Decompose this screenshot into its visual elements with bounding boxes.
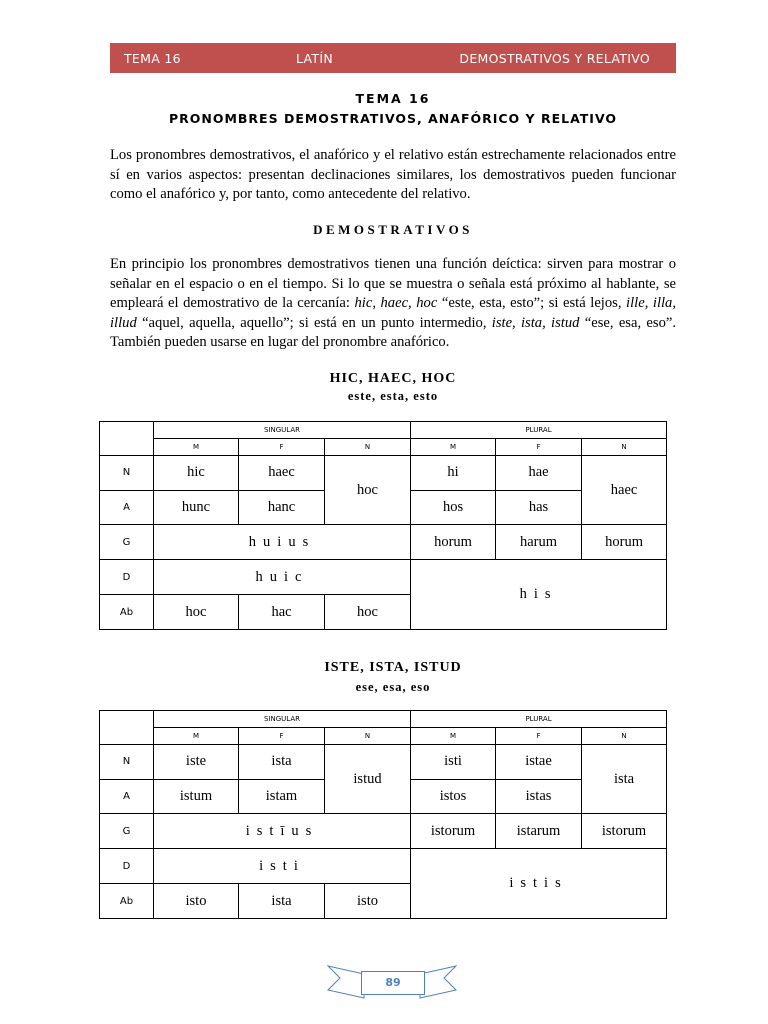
form-cell: istam bbox=[239, 779, 325, 814]
form-cell: has bbox=[496, 490, 582, 525]
table2-title: ISTE, ISTA, ISTUD bbox=[324, 660, 462, 675]
table1-title: HIC, HAEC, HOC bbox=[329, 371, 457, 386]
gender-header: M bbox=[411, 728, 496, 745]
form-cell: hanc bbox=[239, 490, 325, 525]
form-cell: istarum bbox=[496, 814, 582, 849]
gender-header: N bbox=[325, 728, 411, 745]
header-chapter: DEMOSTRATIVOS Y RELATIVO bbox=[459, 51, 650, 66]
form-cell: horum bbox=[411, 525, 496, 560]
form-cell: hoc bbox=[325, 456, 411, 525]
form-cell: hos bbox=[411, 490, 496, 525]
form-cell: istos bbox=[411, 779, 496, 814]
table1-subtitle: este, esta, esto bbox=[347, 389, 439, 403]
case-label: N bbox=[100, 456, 154, 491]
para-text: “aquel, aquella, aquello”; si está en un punto intermedio, bbox=[136, 314, 492, 331]
form-cell: ista bbox=[582, 745, 667, 814]
singular-header: SINGULAR bbox=[154, 422, 411, 439]
gender-header: N bbox=[582, 728, 667, 745]
corner-cell bbox=[100, 711, 154, 745]
form-cell: isti bbox=[411, 745, 496, 780]
chapter-title: PRONOMBRES DEMOSTRATIVOS, ANAFÓRICO Y RELATIVO bbox=[168, 111, 618, 126]
form-cell: istae bbox=[496, 745, 582, 780]
form-cell: istis bbox=[411, 849, 667, 919]
form-cell: horum bbox=[582, 525, 667, 560]
para-latin: hic, haec, hoc bbox=[354, 295, 438, 311]
section-heading: DEMOSTRATIVOS bbox=[313, 222, 473, 237]
form-cell: his bbox=[411, 560, 667, 630]
form-cell: isto bbox=[154, 884, 239, 919]
header-subject: LATÍN bbox=[296, 51, 334, 66]
case-label: A bbox=[100, 490, 154, 525]
table2-subtitle: ese, esa, eso bbox=[355, 680, 431, 694]
form-cell: istīus bbox=[154, 814, 411, 849]
demonstratives-paragraph bbox=[110, 255, 676, 353]
singular-header: SINGULAR bbox=[154, 711, 411, 728]
form-cell: hoc bbox=[325, 595, 411, 630]
form-cell: haec bbox=[239, 456, 325, 491]
form-cell: huius bbox=[154, 525, 411, 560]
gender-header: M bbox=[154, 439, 239, 456]
gender-header: F bbox=[239, 728, 325, 745]
declension-table-hic bbox=[99, 421, 667, 630]
gender-header: M bbox=[411, 439, 496, 456]
para-text: “este, esta, esto”; si está lejos, bbox=[437, 295, 627, 311]
form-cell: huic bbox=[154, 560, 411, 595]
form-cell: istum bbox=[154, 779, 239, 814]
form-cell: hae bbox=[496, 456, 582, 491]
form-cell: hi bbox=[411, 456, 496, 491]
gender-header: M bbox=[154, 728, 239, 745]
header-topic: TEMA 16 bbox=[124, 51, 181, 66]
case-label: A bbox=[100, 779, 154, 814]
plural-header: PLURAL bbox=[411, 422, 667, 439]
form-cell: harum bbox=[496, 525, 582, 560]
page-number: 89 bbox=[361, 971, 425, 995]
header-bar bbox=[110, 43, 676, 73]
chapter-number: TEMA 16 bbox=[355, 91, 431, 106]
para-latin: iste, ista, istud bbox=[491, 314, 580, 331]
form-cell: ista bbox=[239, 884, 325, 919]
form-cell: istud bbox=[325, 745, 411, 814]
para-text: “ese, esa, eso”. También pueden usarse en lugar del pronombre anafórico. bbox=[110, 314, 676, 350]
form-cell: haec bbox=[582, 456, 667, 525]
case-label: G bbox=[100, 525, 154, 560]
form-cell: isti bbox=[154, 849, 411, 884]
para-latin: ille, illa, illud bbox=[110, 295, 676, 331]
intro-paragraph: Los pronombres demostrativos, el anafórico y el relativo están estrechamente relacionados entre sí en varios aspectos: presentan declinaciones similares, los demostrativos pueden funcionar como el anafórico y, por tanto, como antecedente del relativo. bbox=[110, 147, 676, 202]
gender-header: N bbox=[325, 439, 411, 456]
form-cell: isto bbox=[325, 884, 411, 919]
form-cell: ista bbox=[239, 745, 325, 780]
plural-header: PLURAL bbox=[411, 711, 667, 728]
case-label: Ab bbox=[100, 884, 154, 919]
gender-header: F bbox=[239, 439, 325, 456]
corner-cell bbox=[100, 422, 154, 456]
gender-header: F bbox=[496, 728, 582, 745]
case-label: G bbox=[100, 814, 154, 849]
form-cell: istorum bbox=[411, 814, 496, 849]
case-label: D bbox=[100, 560, 154, 595]
page-number-ribbon bbox=[326, 962, 458, 1006]
form-cell: hoc bbox=[154, 595, 239, 630]
case-label: Ab bbox=[100, 595, 154, 630]
form-cell: istorum bbox=[582, 814, 667, 849]
declension-table-iste bbox=[99, 710, 667, 919]
form-cell: istas bbox=[496, 779, 582, 814]
form-cell: hunc bbox=[154, 490, 239, 525]
form-cell: iste bbox=[154, 745, 239, 780]
form-cell: hic bbox=[154, 456, 239, 491]
form-cell: hac bbox=[239, 595, 325, 630]
case-label: D bbox=[100, 849, 154, 884]
gender-header: N bbox=[582, 439, 667, 456]
case-label: N bbox=[100, 745, 154, 780]
gender-header: F bbox=[496, 439, 582, 456]
para-text: En principio los pronombres demostrativos tienen una función deíctica: sirven para mostrar o señalar en el espacio o en el tiempo. Si lo que se muestra o señala está próximo al hablante, se empleará el demostrativo de la cercanía: bbox=[110, 256, 676, 311]
